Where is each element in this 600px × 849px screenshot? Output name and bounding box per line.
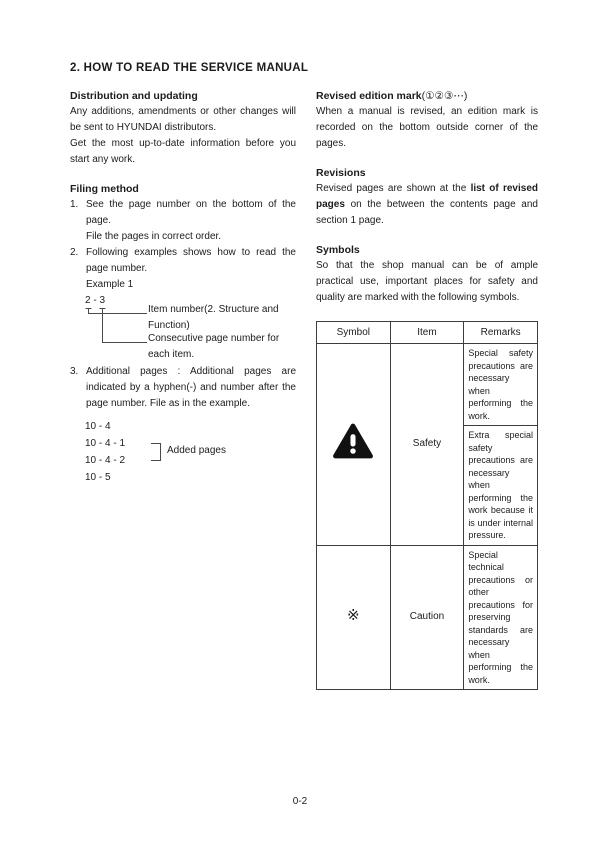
revisions-text-post: on the between the contents page and section 1 page.: [316, 199, 538, 226]
added-pages-bracket: [151, 443, 161, 461]
remarks-column-header: Remarks: [464, 322, 538, 344]
diagram-connector-lines: [85, 307, 149, 349]
safety-symbol-cell: [317, 344, 391, 546]
symbols-heading: Symbols: [316, 244, 360, 256]
revised-edition-mark-heading-text: Revised edition mark: [316, 90, 422, 102]
distribution-paragraph-1: Any additions, amendments or other changes will be sent to HYUNDAI distributors.: [70, 106, 296, 133]
consecutive-page-label-line-2: each item.: [148, 349, 195, 360]
page-number-diagram: [85, 294, 296, 364]
revised-edition-mark-heading: [316, 88, 538, 104]
added-pages-label: Added pages: [167, 445, 226, 456]
list-number: 1.: [70, 199, 79, 210]
filing-item-1-text-2: File the pages in correct order.: [86, 231, 222, 242]
safety-remark-1: Special safety precautions are necessary when performing the work.: [464, 344, 538, 426]
filing-list-item-3: [70, 364, 296, 412]
list-of-revised-pages-emphasis: list of revised pages: [316, 183, 538, 210]
filing-method-heading: Filing method: [70, 183, 139, 195]
consecutive-page-label: [148, 331, 308, 363]
caution-remark: Special technical precautions or other precautions for preserving standards are necessary when performing the work.: [464, 545, 538, 690]
filing-item-2-text: Following examples shows how to read the page number.: [86, 247, 296, 274]
page-code-line: 10 - 4 - 1: [85, 438, 126, 449]
page-code-line: 10 - 4 - 2: [85, 455, 126, 466]
page-number: 0-2: [292, 796, 308, 807]
revised-edition-paragraph: When a manual is revised, an edition mark is recorded on the bottom outside corner of the pages.: [316, 106, 538, 149]
symbols-table: [316, 321, 538, 690]
page-title: 2. HOW TO READ THE SERVICE MANUAL: [70, 62, 309, 74]
table-row: [317, 545, 538, 690]
safety-item-cell: Safety: [390, 344, 464, 546]
warning-triangle-icon: [332, 422, 374, 460]
filing-item-1-text: See the page number on the bottom of the page.: [86, 199, 296, 226]
list-number: 2.: [70, 247, 79, 258]
revisions-paragraph: [316, 181, 538, 229]
added-pages-example: [85, 418, 296, 488]
filing-list-item-1: [70, 197, 296, 245]
list-number: 3.: [70, 366, 79, 377]
distribution-heading: Distribution and updating: [70, 90, 198, 102]
table-header-row: [317, 322, 538, 344]
symbols-paragraph: So that the shop manual can be of ample practical use, important places for safety and quality are marked with the following symbols.: [316, 260, 538, 303]
page-code-line: 10 - 5: [85, 472, 111, 483]
item-column-header: Item: [390, 322, 464, 344]
filing-list-item-2: [70, 245, 296, 293]
revisions-text-pre: Revised pages are shown at the: [316, 183, 471, 194]
item-number-label: [148, 302, 308, 334]
page-code-line: 10 - 4: [85, 421, 111, 432]
right-column: [316, 88, 538, 690]
caution-symbol-cell: [317, 545, 391, 690]
revisions-heading: Revisions: [316, 167, 366, 179]
symbol-column-header: Symbol: [317, 322, 391, 344]
reference-mark-icon: ※: [347, 607, 360, 625]
filing-item-2-example-label: Example 1: [86, 279, 134, 290]
item-number-label-line-2: Function): [148, 320, 190, 331]
consecutive-page-label-line-1: Consecutive page number for: [148, 333, 280, 344]
safety-remark-2: Extra special safety precautions are necessary when performing the work because it is under internal pressure.: [464, 426, 538, 546]
distribution-paragraph-2: Get the most up-to-date information before you start any work.: [70, 138, 296, 165]
item-number-label-line-1: Item number(2. Structure and: [148, 304, 279, 315]
table-row: [317, 344, 538, 426]
left-column: [70, 88, 296, 488]
example-page-code: 2 - 3: [85, 295, 106, 306]
filing-item-3-text: Additional pages : Additional pages are indicated by a hyphen(-) and number after the page number. File as in the example.: [86, 366, 296, 409]
edition-mark-symbols: (①②③⋯): [421, 90, 468, 102]
caution-item-cell: Caution: [390, 545, 464, 690]
